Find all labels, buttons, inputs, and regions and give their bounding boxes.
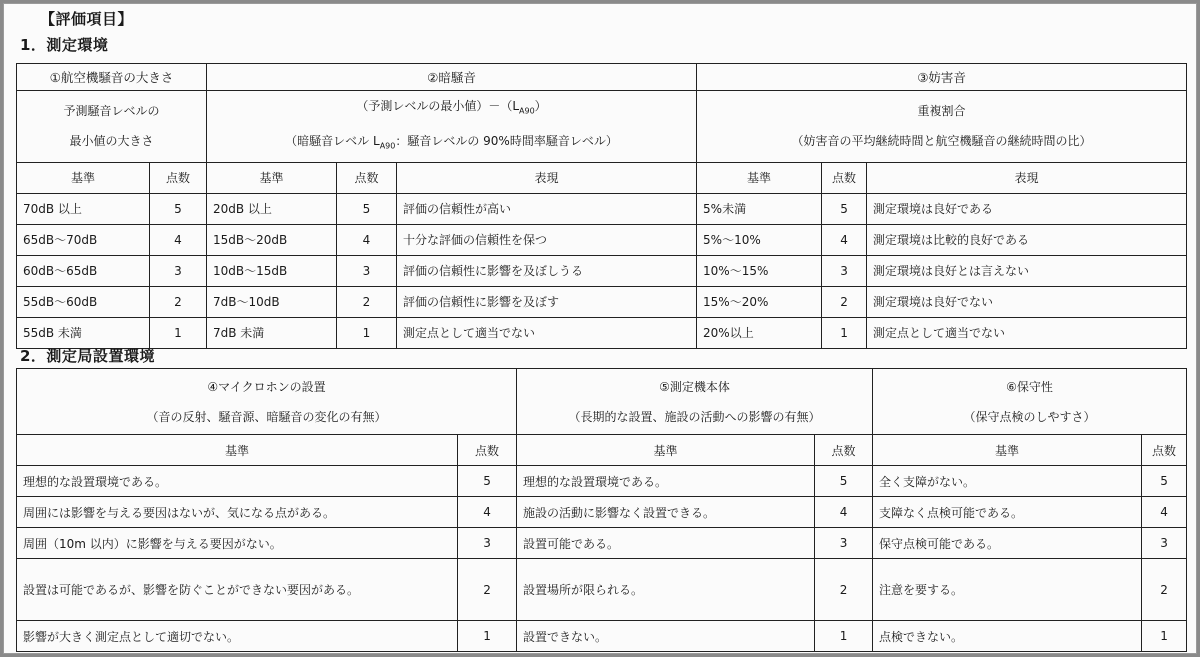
col-header-expression: 表現	[867, 162, 1187, 193]
group1-title: ①航空機騒音の大きさ	[17, 64, 207, 91]
g2-score: 5	[337, 193, 397, 224]
g4-criterion: 影響が大きく測定点として適切でない。	[17, 621, 458, 652]
group2-subtitle-line1	[213, 91, 690, 126]
g5-criterion: 設置可能である。	[517, 528, 815, 559]
group2-subtitle-line1-text: （予測レベルの最小値）－（L	[356, 99, 520, 113]
g1-score: 2	[150, 286, 207, 317]
group3-title: ③妨害音	[697, 64, 1187, 91]
col-header-score: 点数	[815, 435, 873, 466]
g4-criterion: 周囲（10m 以内）に影響を与える要因がない。	[17, 528, 458, 559]
group6-title: ⑥保守性	[1006, 379, 1053, 394]
g3-expression: 測定環境は良好とは言えない	[867, 255, 1187, 286]
col-header-score: 点数	[458, 435, 517, 466]
la90-subscript: A90	[379, 141, 396, 151]
document-title: 【評価項目】	[40, 10, 134, 28]
group3-subtitle-line2: （妨害音の平均継続時間と航空機騒音の継続時間の比）	[791, 134, 1092, 149]
g5-score: 2	[815, 559, 873, 621]
group2-subtitle-line1-end: ）	[534, 99, 547, 113]
g3-expression: 測定点として適当でない	[867, 317, 1187, 348]
g4-score: 5	[458, 466, 517, 497]
g3-score: 3	[822, 255, 867, 286]
table-row	[17, 317, 1187, 348]
col-header-expression: 表現	[397, 162, 697, 193]
measurement-environment-table	[16, 63, 1187, 349]
g3-criterion: 5%未満	[697, 193, 822, 224]
g2-expression: 評価の信頼性に影響を及ぼしうる	[397, 255, 697, 286]
table-row	[17, 255, 1187, 286]
g6-score: 3	[1142, 528, 1187, 559]
section2-heading: 2．測定局設置環境	[20, 347, 155, 365]
g2-expression: 評価の信頼性に影響を及ぼす	[397, 286, 697, 317]
g6-criterion: 保守点検可能である。	[873, 528, 1142, 559]
table-row	[17, 193, 1187, 224]
g6-score: 2	[1142, 559, 1187, 621]
group2-title: ②暗騒音	[207, 64, 697, 91]
g1-score: 4	[150, 224, 207, 255]
g5-criterion: 理想的な設置環境である。	[517, 466, 815, 497]
group1-subtitle-line2: 最小値の大きさ	[69, 134, 154, 149]
g2-score: 2	[337, 286, 397, 317]
group5-subtitle: （長期的な設置、施設の活動への影響の有無）	[568, 409, 821, 424]
group6-subtitle: （保守点検のしやすさ）	[963, 409, 1096, 424]
group6-header	[873, 369, 1187, 435]
g2-criterion: 7dB 未満	[207, 317, 337, 348]
g2-expression: 十分な評価の信頼性を保つ	[397, 224, 697, 255]
col-header-score: 点数	[150, 162, 207, 193]
la90-subscript: A90	[519, 106, 535, 116]
col-header-criterion: 基準	[17, 162, 150, 193]
g6-criterion: 支障なく点検可能である。	[873, 497, 1142, 528]
table-row	[17, 528, 1187, 559]
g3-criterion: 20%以上	[697, 317, 822, 348]
g4-score: 3	[458, 528, 517, 559]
group2-subtitle-line2-pre: （暗騒音レベル L	[285, 134, 380, 149]
g3-score: 4	[822, 224, 867, 255]
document-page	[3, 3, 1197, 654]
g4-score: 2	[458, 559, 517, 621]
table-row	[17, 559, 1187, 621]
g6-criterion: 全く支障がない。	[873, 466, 1142, 497]
group3-subtitle-line1: 重複割合	[917, 104, 966, 119]
table-row	[17, 224, 1187, 255]
g6-criterion: 注意を要する。	[873, 559, 1142, 621]
station-installation-table	[16, 368, 1187, 652]
group2-subtitle-line2	[213, 126, 690, 161]
g5-criterion: 施設の活動に影響なく設置できる。	[517, 497, 815, 528]
table-row	[17, 621, 1187, 652]
g4-score: 1	[458, 621, 517, 652]
group2-subtitle-line2-post: ：騒音レベルの 90%時間率騒音レベル）	[395, 134, 618, 149]
group3-subtitle	[697, 91, 1187, 163]
g2-score: 4	[337, 224, 397, 255]
g4-score: 4	[458, 497, 517, 528]
g5-criterion: 設置できない。	[517, 621, 815, 652]
g3-criterion: 10%～15%	[697, 255, 822, 286]
col-header-criterion: 基準	[873, 435, 1142, 466]
g4-criterion: 周囲には影響を与える要因はないが、気になる点がある。	[17, 497, 458, 528]
table-row	[17, 497, 1187, 528]
g3-criterion: 15%～20%	[697, 286, 822, 317]
col-header-criterion: 基準	[517, 435, 815, 466]
table-row	[17, 466, 1187, 497]
group1-subtitle-line1: 予測騒音レベルの	[63, 104, 160, 119]
g1-criterion: 60dB～65dB	[17, 255, 150, 286]
g2-criterion: 10dB～15dB	[207, 255, 337, 286]
group5-title: ⑤測定機本体	[659, 379, 730, 394]
g1-score: 5	[150, 193, 207, 224]
group1-subtitle	[17, 91, 207, 163]
g2-score: 1	[337, 317, 397, 348]
g5-score: 4	[815, 497, 873, 528]
g3-expression: 測定環境は良好でない	[867, 286, 1187, 317]
g6-score: 1	[1142, 621, 1187, 652]
g2-score: 3	[337, 255, 397, 286]
g1-score: 3	[150, 255, 207, 286]
g3-score: 2	[822, 286, 867, 317]
group4-title: ④マイクロホンの設置	[207, 379, 326, 394]
g4-criterion: 設置は可能であるが、影響を防ぐことができない要因がある。	[17, 559, 458, 621]
g1-criterion: 55dB～60dB	[17, 286, 150, 317]
g6-criterion: 点検できない。	[873, 621, 1142, 652]
g1-criterion: 65dB～70dB	[17, 224, 150, 255]
g2-criterion: 20dB 以上	[207, 193, 337, 224]
g5-score: 5	[815, 466, 873, 497]
g6-score: 5	[1142, 466, 1187, 497]
g1-score: 1	[150, 317, 207, 348]
g5-score: 3	[815, 528, 873, 559]
g2-criterion: 7dB～10dB	[207, 286, 337, 317]
g1-criterion: 55dB 未満	[17, 317, 150, 348]
g6-score: 4	[1142, 497, 1187, 528]
g5-criterion: 設置場所が限られる。	[517, 559, 815, 621]
col-header-criterion: 基準	[207, 162, 337, 193]
g2-criterion: 15dB～20dB	[207, 224, 337, 255]
group4-subtitle: （音の反射、騒音源、暗騒音の変化の有無）	[146, 409, 387, 424]
g5-score: 1	[815, 621, 873, 652]
col-header-criterion: 基準	[697, 162, 822, 193]
group4-header	[17, 369, 517, 435]
section1-heading: 1．測定環境	[20, 36, 109, 54]
g2-expression: 測定点として適当でない	[397, 317, 697, 348]
g3-score: 5	[822, 193, 867, 224]
g3-score: 1	[822, 317, 867, 348]
col-header-score: 点数	[822, 162, 867, 193]
table-row	[17, 286, 1187, 317]
g3-expression: 測定環境は良好である	[867, 193, 1187, 224]
g1-criterion: 70dB 以上	[17, 193, 150, 224]
col-header-score: 点数	[1142, 435, 1187, 466]
col-header-criterion: 基準	[17, 435, 458, 466]
col-header-score: 点数	[337, 162, 397, 193]
group5-header	[517, 369, 873, 435]
g3-expression: 測定環境は比較的良好である	[867, 224, 1187, 255]
g2-expression: 評価の信頼性が高い	[397, 193, 697, 224]
g4-criterion: 理想的な設置環境である。	[17, 466, 458, 497]
g3-criterion: 5%～10%	[697, 224, 822, 255]
group2-subtitle	[207, 91, 697, 163]
